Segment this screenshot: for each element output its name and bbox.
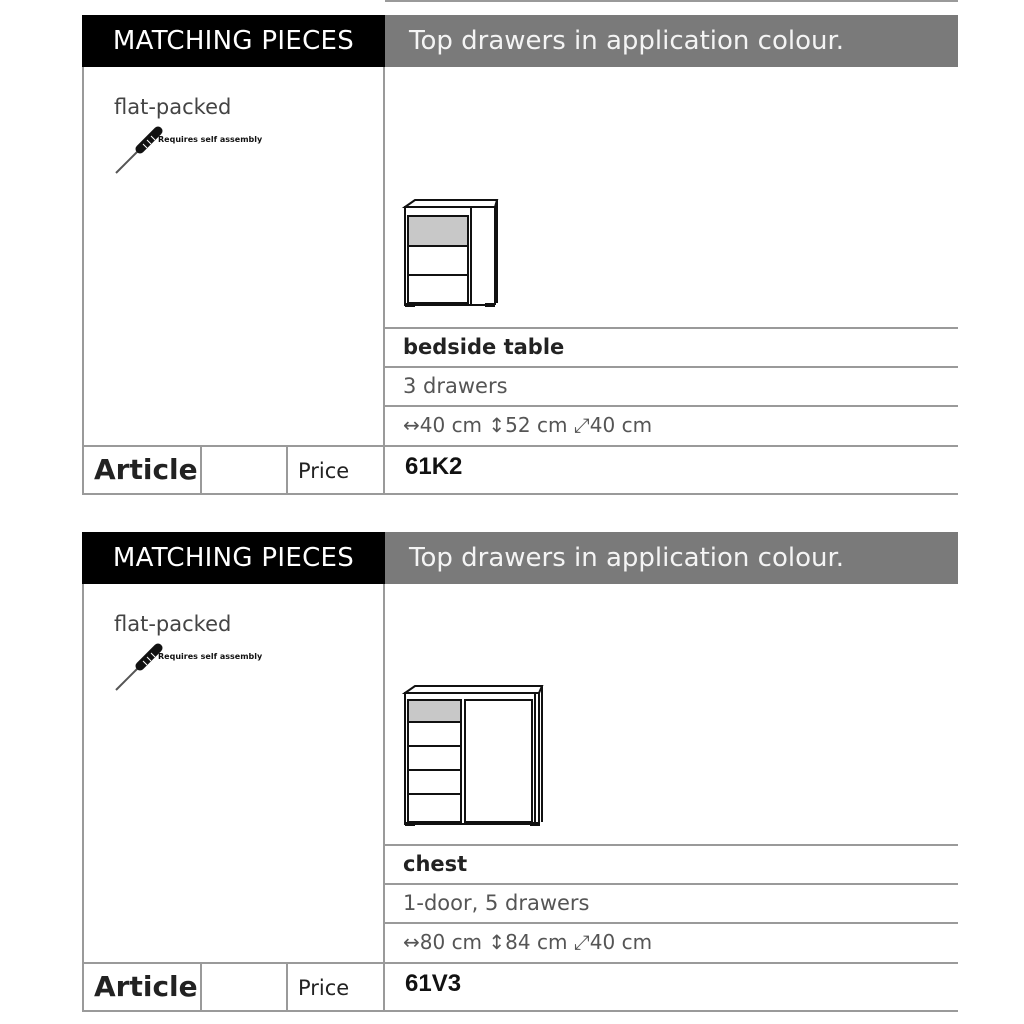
article-code: 61K2 <box>405 453 463 480</box>
product-image-area <box>385 584 958 844</box>
product-block-bedside-table <box>82 15 958 495</box>
assembly-panel <box>82 67 385 445</box>
product-name: bedside table <box>385 327 958 366</box>
article-label: Article <box>84 964 202 1010</box>
screwdriver-icon <box>112 119 172 177</box>
colour-note-header: Top drawers in application colour. <box>385 532 958 584</box>
matching-pieces-header: MATCHING PIECES <box>82 15 385 67</box>
product-block-chest <box>82 532 958 1012</box>
article-label: Article <box>84 447 202 493</box>
flat-packed-label: flat-packed <box>114 612 232 636</box>
top-rule <box>385 0 958 2</box>
article-footer <box>82 445 958 495</box>
product-name: chest <box>385 844 958 883</box>
article-blank-cell <box>202 964 288 1010</box>
screwdriver-icon <box>112 636 172 694</box>
article-blank-cell <box>202 447 288 493</box>
self-assembly-note: Requires self assembly <box>158 135 263 144</box>
colour-note-header: Top drawers in application colour. <box>385 15 958 67</box>
product-image-area <box>385 67 958 327</box>
product-dimensions: ↔40 cm ↕52 cm ⤢40 cm <box>385 405 958 444</box>
flat-packed-label: flat-packed <box>114 95 232 119</box>
price-label: Price <box>288 964 385 1010</box>
product-description: 3 drawers <box>385 366 958 405</box>
matching-pieces-header: MATCHING PIECES <box>82 532 385 584</box>
assembly-panel <box>82 584 385 962</box>
self-assembly-note: Requires self assembly <box>158 652 263 661</box>
product-dimensions: ↔80 cm ↕84 cm ⤢40 cm <box>385 922 958 961</box>
article-footer <box>82 962 958 1012</box>
price-label: Price <box>288 447 385 493</box>
article-code: 61V3 <box>405 970 462 997</box>
chest-illustration <box>385 584 958 844</box>
bedside-table-illustration <box>385 67 958 327</box>
product-description: 1-door, 5 drawers <box>385 883 958 922</box>
